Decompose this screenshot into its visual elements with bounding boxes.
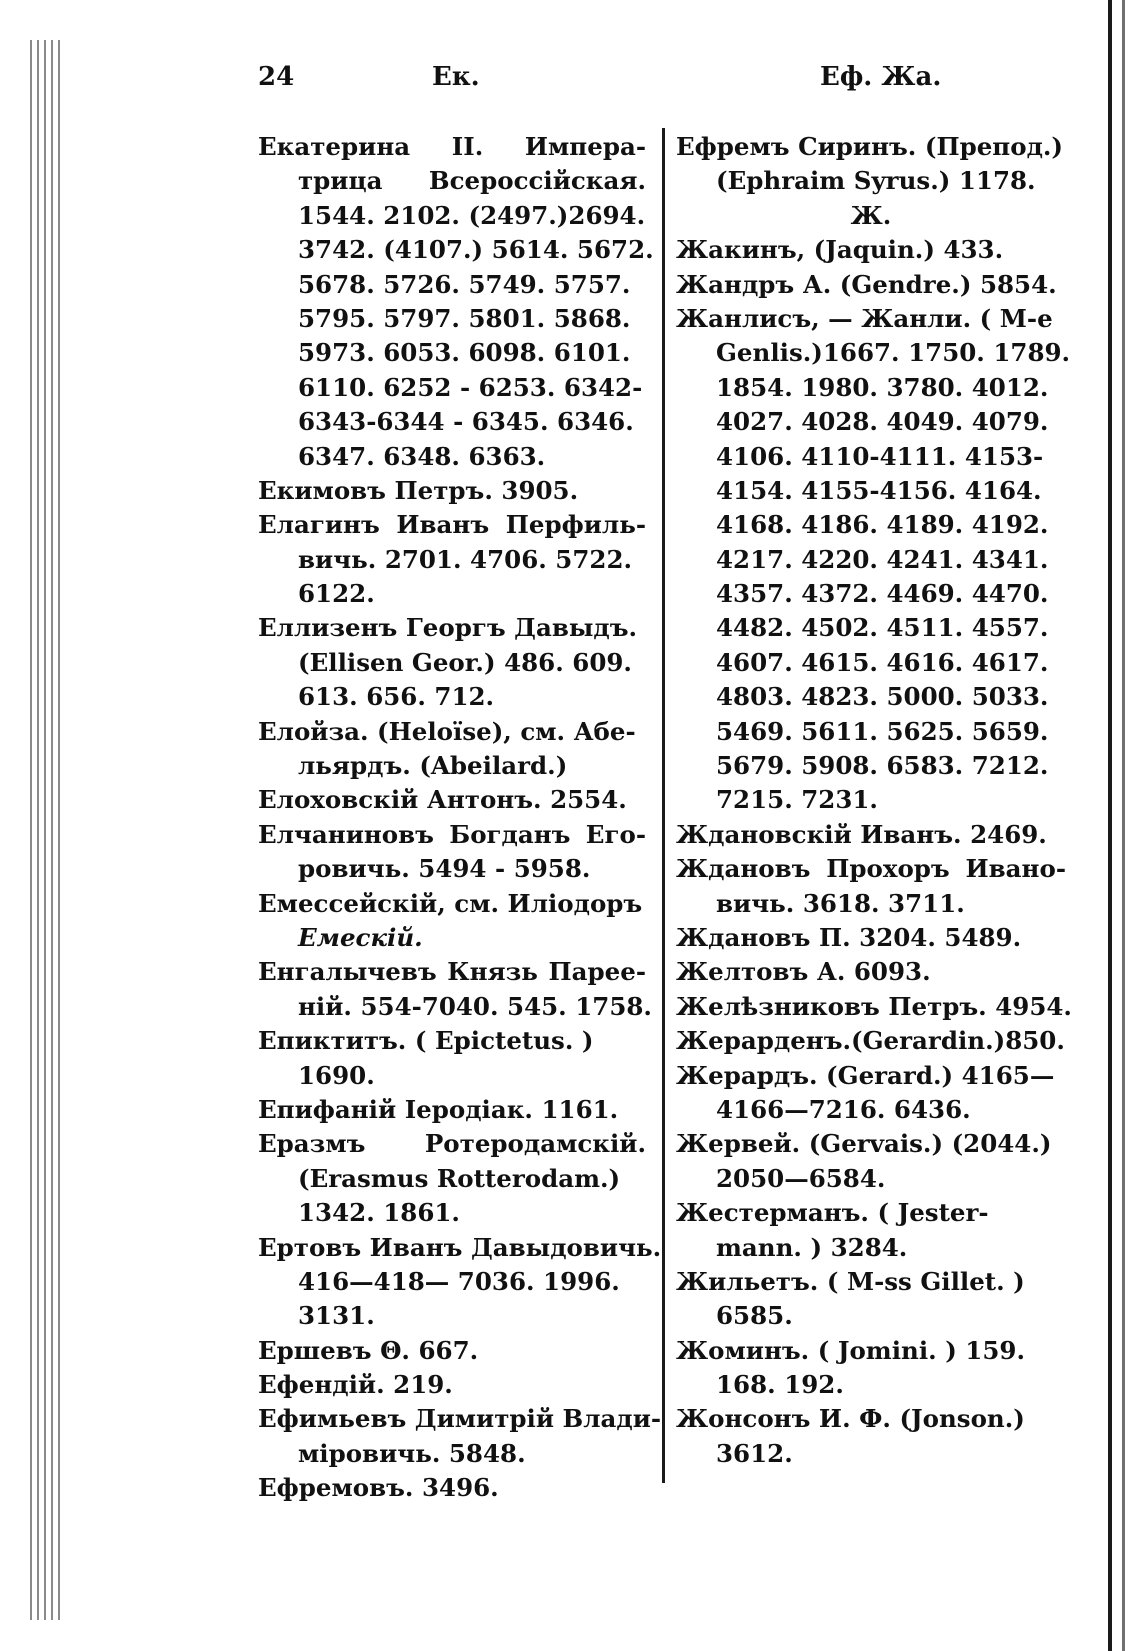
index-line: льярдъ. (Abeilard.) — [298, 751, 568, 781]
index-line: 4166—7216. 6436. — [716, 1094, 971, 1124]
index-line: 6122. — [298, 579, 375, 609]
page-edge-line-outer — [1122, 0, 1125, 1651]
index-line: 1854. 1980. 3780. 4012. — [716, 372, 1049, 402]
index-line: 7215. 7231. — [716, 785, 878, 815]
index-line: (Ellisen Geor.) 486. 609. — [298, 647, 632, 677]
index-line: mann. ) 3284. — [716, 1232, 908, 1262]
index-line: міровичь. 5848. — [298, 1438, 526, 1468]
index-line: ній. 554-7040. 545. 1758. — [298, 991, 652, 1021]
index-line: 5678. 5726. 5749. 5757. — [298, 269, 631, 299]
index-line: 4027. 4028. 4049. 4079. — [716, 407, 1049, 437]
index-line: 416—418— 7036. 1996. — [298, 1266, 620, 1296]
index-line: Жестерманъ. ( Jester- — [676, 1198, 989, 1228]
index-line: Епиктитъ. ( Epictetus. ) — [258, 1026, 594, 1056]
index-line: Ефремовъ. 3496. — [258, 1473, 499, 1503]
index-line: Жерарденъ.(Gerardin.)850. — [676, 1026, 1065, 1056]
index-line: Ефимьевъ Димитрій Влади- — [258, 1404, 662, 1434]
book-spine-shadow — [30, 40, 60, 1620]
index-line: 5795. 5797. 5801. 5868. — [298, 303, 631, 333]
index-line: Жакинъ, (Jaquin.) 433. — [676, 235, 1004, 265]
index-line: Ефендій. 219. — [258, 1370, 453, 1400]
index-line: Ершевъ Θ. 667. — [258, 1335, 479, 1365]
index-line: 4357. 4372. 4469. 4470. — [716, 579, 1049, 609]
index-line: 6585. — [716, 1301, 793, 1331]
index-line: Жервей. (Gervais.) (2044.) — [676, 1129, 1052, 1159]
index-line: Еразмъ Ротеродамскій. — [258, 1129, 646, 1159]
index-line: Екатерина II. Импера- — [258, 132, 646, 161]
index-line: 6347. 6348. 6363. — [298, 441, 546, 471]
right-column — [676, 130, 1072, 1471]
index-line: 6110. 6252 - 6253. 6342- — [298, 372, 643, 402]
running-head-right: Еф. Жа. — [820, 62, 942, 92]
index-line: 2050—6584. — [716, 1163, 886, 1193]
index-line: 4168. 4186. 4189. 4192. — [716, 510, 1049, 540]
index-line: 1342. 1861. — [298, 1198, 460, 1228]
index-line: вичь. 2701. 4706. 5722. — [298, 544, 633, 574]
index-line: Ждановскій Иванъ. 2469. — [676, 819, 1047, 849]
index-line: Желѣзниковъ Петръ. 4954. — [676, 991, 1072, 1021]
index-line: 1690. — [298, 1060, 375, 1090]
index-line: 3131. — [298, 1301, 375, 1331]
page-edge-line — [1108, 0, 1112, 1651]
index-line: 4607. 4615. 4616. 4617. — [716, 647, 1049, 677]
index-line: Жоминъ. ( Jomini. ) 159. — [676, 1335, 1025, 1365]
index-line: Елойза. (Heloïse), см. Абе- — [258, 716, 636, 746]
index-line: 3742. (4107.) 5614. 5672. — [298, 235, 654, 265]
index-line: Ертовъ Иванъ Давыдовичь. — [258, 1232, 662, 1262]
index-line: трица Всероссійская. — [298, 166, 646, 196]
index-line: Ждановъ П. 3204. 5489. — [676, 922, 1022, 952]
index-line: Жильетъ. ( M-ss Gillet. ) — [676, 1266, 1025, 1296]
index-line: Ждановъ Прохоръ Ивано- — [676, 854, 1066, 884]
index-line: 4217. 4220. 4241. 4341. — [716, 544, 1049, 574]
index-line: 1544. 2102. (2497.)2694. — [298, 200, 646, 230]
index-line: Епифаній Іеродіак. 1161. — [258, 1094, 619, 1124]
index-line: Екимовъ Петръ. 3905. — [258, 475, 579, 505]
index-line: (Ephraim Syrus.) 1178. — [716, 166, 1036, 196]
index-line: 5973. 6053. 6098. 6101. — [298, 338, 631, 368]
index-line: Жерардъ. (Gerard.) 4165— — [676, 1060, 1055, 1090]
index-line: Ефремъ Сиринъ. (Препод.) — [676, 132, 1064, 161]
index-line: Елагинъ Иванъ Перфиль- — [258, 510, 646, 540]
index-line: Енгалычевъ Князь Пареe- — [258, 957, 646, 987]
left-column — [258, 130, 662, 1506]
index-line: Елчаниновъ Богданъ Его- — [258, 819, 646, 849]
index-line: Жандръ А. (Gendre.) 5854. — [676, 269, 1057, 299]
index-line: Желтовъ А. 6093. — [676, 957, 931, 987]
index-line: 4803. 4823. 5000. 5033. — [716, 682, 1049, 712]
index-line: Жонсонъ И. Ф. (Jonson.) — [676, 1404, 1025, 1434]
index-line: вичь. 3618. 3711. — [716, 888, 965, 918]
index-line: 4154. 4155-4156. 4164. — [716, 475, 1042, 505]
index-line: (Erasmus Rotterodam.) — [298, 1163, 621, 1193]
index-line: Жанлисъ, — Жанли. ( M-e — [676, 303, 1053, 333]
index-line: 5679. 5908. 6583. 7212. — [716, 751, 1049, 781]
column-divider — [662, 128, 665, 1483]
running-head-left: Ек. — [432, 62, 480, 92]
page-number: 24 — [258, 62, 295, 92]
index-line: 168. 192. — [716, 1370, 844, 1400]
index-line: 613. 656. 712. — [298, 682, 495, 712]
index-line: Емескій. — [298, 922, 423, 952]
index-line: 5469. 5611. 5625. 5659. — [716, 716, 1049, 746]
index-line: Елоховскій Антонъ. 2554. — [258, 785, 627, 815]
index-line: 6343-6344 - 6345. 6346. — [298, 407, 634, 437]
index-line: 4482. 4502. 4511. 4557. — [716, 613, 1049, 643]
index-line: Genlis.)1667. 1750. 1789. — [716, 338, 1071, 368]
index-line: Еллизенъ Георгъ Давыдъ. — [258, 613, 638, 643]
section-letter: Ж. — [850, 200, 892, 230]
index-line: 4106. 4110-4111. 4153- — [716, 441, 1044, 471]
index-line: Емессейскій, см. Иліодоръ — [258, 888, 643, 918]
index-line: ровичь. 5494 - 5958. — [298, 854, 591, 884]
index-line: 3612. — [716, 1438, 793, 1468]
